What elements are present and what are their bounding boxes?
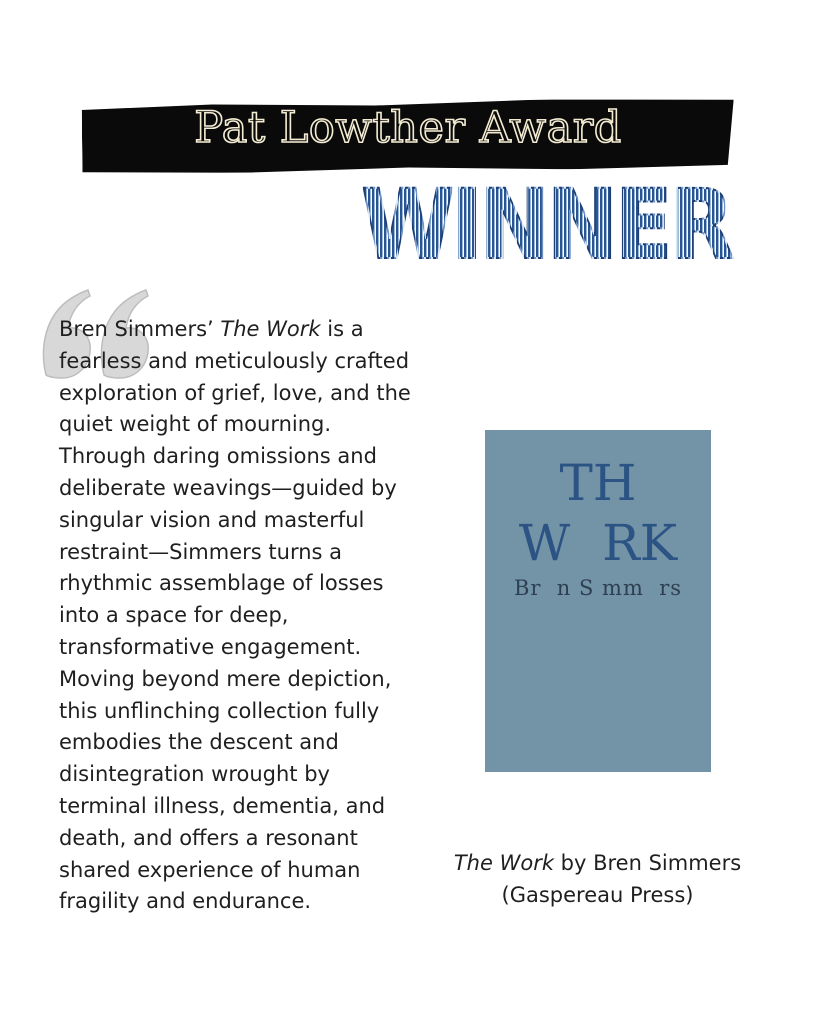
quote-line-text: transformative engagement. — [59, 634, 362, 659]
book-caption — [430, 848, 765, 911]
quote-line — [59, 444, 377, 468]
quote-line — [59, 571, 384, 595]
quote-line — [59, 412, 331, 436]
quote-line-text: terminal illness, dementia, and — [59, 793, 386, 818]
quote-line-text: death, and offers a resonant — [59, 825, 358, 850]
quote-line-text: is a — [320, 317, 364, 341]
caption-title: The Work — [453, 851, 554, 875]
quote-book-title: The Work — [220, 317, 321, 341]
review-quote — [59, 314, 449, 918]
quote-line — [59, 540, 342, 564]
winner-heading — [356, 169, 736, 281]
quote-line — [59, 858, 360, 882]
quote-line-text: fearless and meticulously crafted — [59, 348, 410, 373]
quote-line-text: embodies the descent and — [59, 730, 339, 755]
quote-line — [59, 889, 311, 913]
quote-line-text: Bren Simmers’ — [59, 317, 221, 341]
quote-line — [59, 476, 397, 500]
winner-text: WINNER — [361, 169, 733, 281]
quote-line — [59, 794, 385, 818]
quote-line-text: quiet weight of mourning. — [59, 412, 332, 437]
quote-line — [59, 349, 409, 373]
quote-line-text: exploration of grief, love, and the — [59, 380, 411, 405]
quote-line — [59, 667, 391, 691]
book-cover — [485, 430, 711, 772]
quote-line-text: into a space for deep, — [59, 603, 289, 628]
quote-line-text: rhythmic assemblage of losses — [59, 571, 384, 596]
quote-line-text: disintegration wrought by — [59, 762, 330, 787]
quote-line — [59, 635, 361, 659]
cover-title-line2: W RK — [518, 514, 678, 572]
quote-line-text: deliberate weavings—guided by — [59, 475, 397, 500]
quote-line — [59, 317, 364, 341]
quote-line — [59, 508, 364, 532]
award-title: Pat Lowther Award — [194, 103, 622, 153]
quote-line — [59, 381, 411, 405]
quote-line-text: this unflinching collection fully — [59, 698, 380, 723]
cover-title-line1: TH — [559, 454, 637, 512]
quote-line — [59, 826, 358, 850]
caption-author: by Bren Simmers — [553, 851, 742, 875]
cover-author: Br n S mm rs — [513, 576, 683, 600]
quote-line-text: Moving beyond mere depiction, — [59, 666, 392, 691]
quote-line — [59, 730, 339, 754]
quote-line — [59, 603, 288, 627]
quote-line-text: Through daring omissions and — [59, 444, 377, 469]
quote-line-text: shared experience of human — [59, 857, 361, 882]
quote-line-text: singular vision and masterful — [59, 507, 365, 532]
quote-line — [59, 699, 379, 723]
quote-line — [59, 762, 330, 786]
quote-line-text: fragility and endurance. — [59, 889, 312, 914]
quote-line-text: restraint—Simmers turns a — [59, 539, 342, 564]
caption-publisher: (Gaspereau Press) — [501, 882, 694, 907]
